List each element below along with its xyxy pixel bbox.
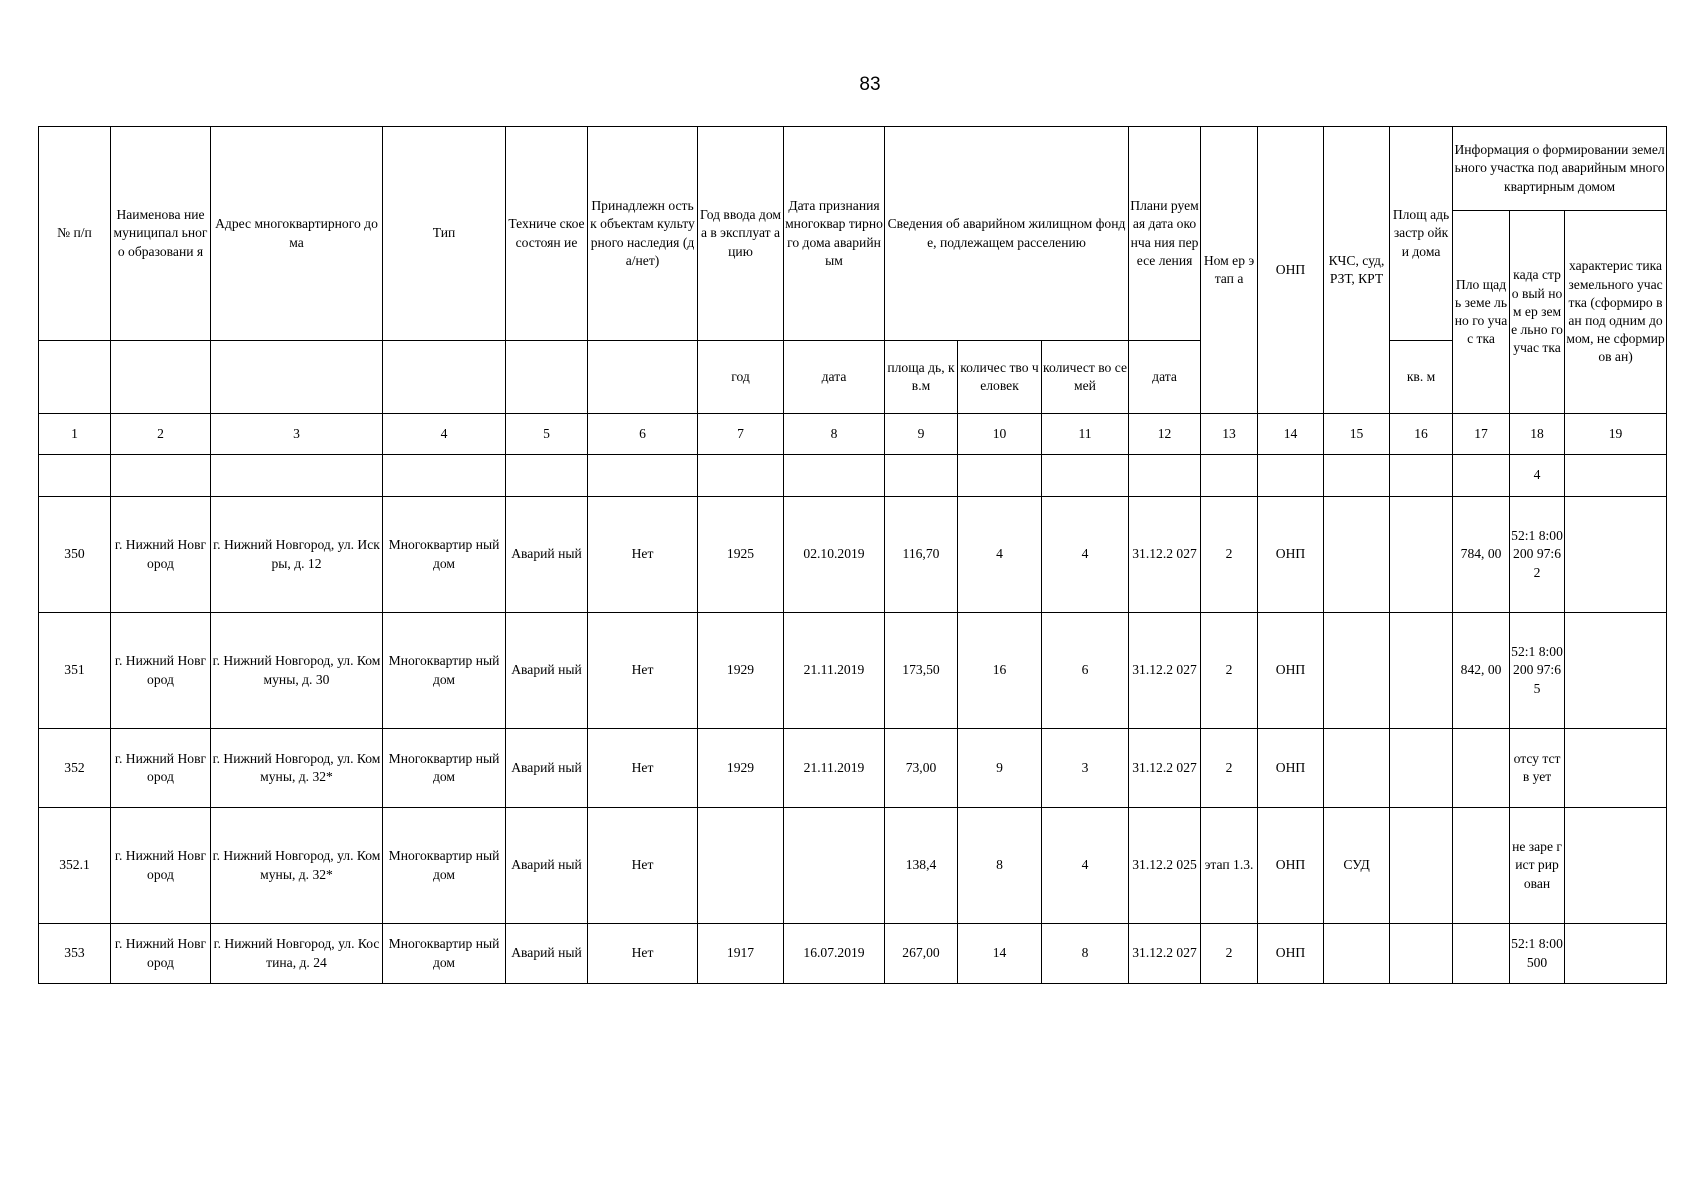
row-stage: 2 xyxy=(1201,613,1258,729)
row-year xyxy=(698,808,784,924)
column-number: 14 xyxy=(1258,414,1324,455)
subheader-date: дата xyxy=(784,341,885,414)
row-kchs xyxy=(1324,924,1390,984)
row-type: Многоквартир ный дом xyxy=(383,729,506,808)
row-stage: 2 xyxy=(1201,497,1258,613)
row-families: 8 xyxy=(1042,924,1129,984)
row-resettle-date: 31.12.2 025 xyxy=(1129,808,1201,924)
header-year: Год ввода дома в эксплуат ацию xyxy=(698,127,784,341)
row-built-area xyxy=(1390,497,1453,613)
row-municipality: г. Нижний Новгород xyxy=(111,613,211,729)
header-heritage: Принадлежн ость к объектам культурного наследия (да/нет) xyxy=(588,127,698,341)
header-onp: ОНП xyxy=(1258,127,1324,414)
row-built-area xyxy=(1390,808,1453,924)
row-heritage: Нет xyxy=(588,613,698,729)
row-resettle-date: 31.12.2 027 xyxy=(1129,497,1201,613)
row-condition: Аварий ный xyxy=(506,924,588,984)
table-row xyxy=(39,497,1667,613)
row-cadastral: 52:1 8:00 200 97:6 5 xyxy=(1510,613,1565,729)
row-families: 4 xyxy=(1042,497,1129,613)
header-blank xyxy=(383,341,506,414)
column-number: 16 xyxy=(1390,414,1453,455)
subheader-area: площа дь, кв.м xyxy=(885,341,958,414)
row-land-area xyxy=(1453,808,1510,924)
row-onp: ОНП xyxy=(1258,808,1324,924)
row-resettle-date: 31.12.2 027 xyxy=(1129,613,1201,729)
row-type: Многоквартир ный дом xyxy=(383,808,506,924)
row-date: 21.11.2019 xyxy=(784,729,885,808)
emergency-housing-table xyxy=(38,126,1667,984)
row-land-area xyxy=(1453,924,1510,984)
row-municipality: г. Нижний Новгород xyxy=(111,924,211,984)
row-year: 1925 xyxy=(698,497,784,613)
row-area: 267,00 xyxy=(885,924,958,984)
header-blank xyxy=(39,341,111,414)
row-kchs xyxy=(1324,729,1390,808)
header-land-info: Информация о формировании земельного участка под аварийным многоквартирным домом xyxy=(1453,127,1667,211)
row-date: 16.07.2019 xyxy=(784,924,885,984)
row-people: 4 xyxy=(958,497,1042,613)
header-municipality: Наименова ние муниципал ьного образовани я xyxy=(111,127,211,341)
row-stage: 2 xyxy=(1201,729,1258,808)
row-people: 16 xyxy=(958,613,1042,729)
header-built-area: Площ адь застр ойки дома xyxy=(1390,127,1453,341)
row-cadastral: не заре гист рир ован xyxy=(1510,808,1565,924)
column-number: 6 xyxy=(588,414,698,455)
table-row xyxy=(39,924,1667,984)
row-built-area xyxy=(1390,613,1453,729)
row-date: 02.10.2019 xyxy=(784,497,885,613)
row-cadastral: 52:1 8:00 200 97:6 2 xyxy=(1510,497,1565,613)
header-type: Тип xyxy=(383,127,506,341)
row-heritage: Нет xyxy=(588,808,698,924)
subheader-built-area-unit: кв. м xyxy=(1390,341,1453,414)
column-number: 2 xyxy=(111,414,211,455)
header-kchs: КЧС, суд, РЗТ, КРТ xyxy=(1324,127,1390,414)
row-people: 9 xyxy=(958,729,1042,808)
header-address: Адрес многоквартирного дома xyxy=(211,127,383,341)
row-resettle-date: 31.12.2 027 xyxy=(1129,729,1201,808)
header-blank xyxy=(211,341,383,414)
row-built-area xyxy=(1390,924,1453,984)
row-families: 6 xyxy=(1042,613,1129,729)
header-resettlement-date: Плани руемая дата оконча ния пересе ления xyxy=(1129,127,1201,341)
row-stage: 2 xyxy=(1201,924,1258,984)
row-onp: ОНП xyxy=(1258,613,1324,729)
row-onp: ОНП xyxy=(1258,497,1324,613)
column-number: 15 xyxy=(1324,414,1390,455)
row-stage: этап 1.3. xyxy=(1201,808,1258,924)
row-kchs xyxy=(1324,497,1390,613)
subheader-people: количес тво человек xyxy=(958,341,1042,414)
row-year: 1929 xyxy=(698,729,784,808)
table-row xyxy=(39,613,1667,729)
column-number: 12 xyxy=(1129,414,1201,455)
row-kchs: СУД xyxy=(1324,808,1390,924)
row-heritage: Нет xyxy=(588,729,698,808)
row-land-char xyxy=(1565,613,1667,729)
column-number: 13 xyxy=(1201,414,1258,455)
row-address: г. Нижний Новгород, ул. Коммуны, д. 30 xyxy=(211,613,383,729)
header-blank xyxy=(588,341,698,414)
row-number: 351 xyxy=(39,613,111,729)
row-cadastral: 52:1 8:00 500 xyxy=(1510,924,1565,984)
row-condition: Аварий ный xyxy=(506,729,588,808)
blank-row-cadastral: 4 xyxy=(1510,455,1565,497)
row-families: 4 xyxy=(1042,808,1129,924)
row-land-char xyxy=(1565,729,1667,808)
row-municipality: г. Нижний Новгород xyxy=(111,808,211,924)
header-emergency-fund: Сведения об аварийном жилищном фонде, подлежащем расселению xyxy=(885,127,1129,341)
row-onp: ОНП xyxy=(1258,924,1324,984)
page-number: 83 xyxy=(859,74,881,95)
row-cadastral: отсу тств ует xyxy=(1510,729,1565,808)
row-condition: Аварий ный xyxy=(506,497,588,613)
column-number: 8 xyxy=(784,414,885,455)
row-land-area: 784, 00 xyxy=(1453,497,1510,613)
column-number: 1 xyxy=(39,414,111,455)
row-type: Многоквартир ный дом xyxy=(383,613,506,729)
row-land-char xyxy=(1565,808,1667,924)
row-land-char xyxy=(1565,497,1667,613)
row-municipality: г. Нижний Новгород xyxy=(111,729,211,808)
column-number: 9 xyxy=(885,414,958,455)
row-people: 8 xyxy=(958,808,1042,924)
table-row xyxy=(39,729,1667,808)
row-municipality: г. Нижний Новгород xyxy=(111,497,211,613)
row-type: Многоквартир ный дом xyxy=(383,924,506,984)
header-land-characteristic: характерис тика земельного участка (сформиро ван под одним домом, не сформиров ан) xyxy=(1565,211,1667,414)
header-cadastral: када стро вый ном ер земе льно го учас тка xyxy=(1510,211,1565,414)
row-date xyxy=(784,808,885,924)
row-number: 352.1 xyxy=(39,808,111,924)
header-condition: Техниче ское состоян ие xyxy=(506,127,588,341)
header-blank xyxy=(506,341,588,414)
row-date: 21.11.2019 xyxy=(784,613,885,729)
row-area: 138,4 xyxy=(885,808,958,924)
row-condition: Аварий ный xyxy=(506,808,588,924)
row-address: г. Нижний Новгород, ул. Костина, д. 24 xyxy=(211,924,383,984)
header-stage: Ном ер этап а xyxy=(1201,127,1258,414)
row-type: Многоквартир ный дом xyxy=(383,497,506,613)
row-kchs xyxy=(1324,613,1390,729)
row-area: 173,50 xyxy=(885,613,958,729)
table-row xyxy=(39,808,1667,924)
row-area: 116,70 xyxy=(885,497,958,613)
row-address: г. Нижний Новгород, ул. Коммуны, д. 32* xyxy=(211,808,383,924)
row-year: 1929 xyxy=(698,613,784,729)
subheader-resettlement-date: дата xyxy=(1129,341,1201,414)
row-heritage: Нет xyxy=(588,924,698,984)
column-number: 10 xyxy=(958,414,1042,455)
row-year: 1917 xyxy=(698,924,784,984)
row-land-area: 842, 00 xyxy=(1453,613,1510,729)
header-recognition-date: Дата признания многоквар тирного дома аварийным xyxy=(784,127,885,341)
column-number: 5 xyxy=(506,414,588,455)
row-onp: ОНП xyxy=(1258,729,1324,808)
header-land-area: Пло щадь земе льно го учас тка xyxy=(1453,211,1510,414)
row-number: 350 xyxy=(39,497,111,613)
row-area: 73,00 xyxy=(885,729,958,808)
row-heritage: Нет xyxy=(588,497,698,613)
column-numbers-row xyxy=(39,414,1667,455)
row-families: 3 xyxy=(1042,729,1129,808)
subheader-families: количест во семей xyxy=(1042,341,1129,414)
header-number: № п/п xyxy=(39,127,111,341)
row-resettle-date: 31.12.2 027 xyxy=(1129,924,1201,984)
subheader-year: год xyxy=(698,341,784,414)
header-blank xyxy=(111,341,211,414)
column-number: 7 xyxy=(698,414,784,455)
row-address: г. Нижний Новгород, ул. Коммуны, д. 32* xyxy=(211,729,383,808)
row-land-area xyxy=(1453,729,1510,808)
column-number: 18 xyxy=(1510,414,1565,455)
row-number: 352 xyxy=(39,729,111,808)
column-number: 11 xyxy=(1042,414,1129,455)
row-number: 353 xyxy=(39,924,111,984)
blank-row xyxy=(39,455,1667,497)
row-built-area xyxy=(1390,729,1453,808)
row-address: г. Нижний Новгород, ул. Искры, д. 12 xyxy=(211,497,383,613)
row-condition: Аварий ный xyxy=(506,613,588,729)
column-number: 17 xyxy=(1453,414,1510,455)
column-number: 3 xyxy=(211,414,383,455)
row-people: 14 xyxy=(958,924,1042,984)
column-number: 4 xyxy=(383,414,506,455)
row-land-char xyxy=(1565,924,1667,984)
column-number: 19 xyxy=(1565,414,1667,455)
